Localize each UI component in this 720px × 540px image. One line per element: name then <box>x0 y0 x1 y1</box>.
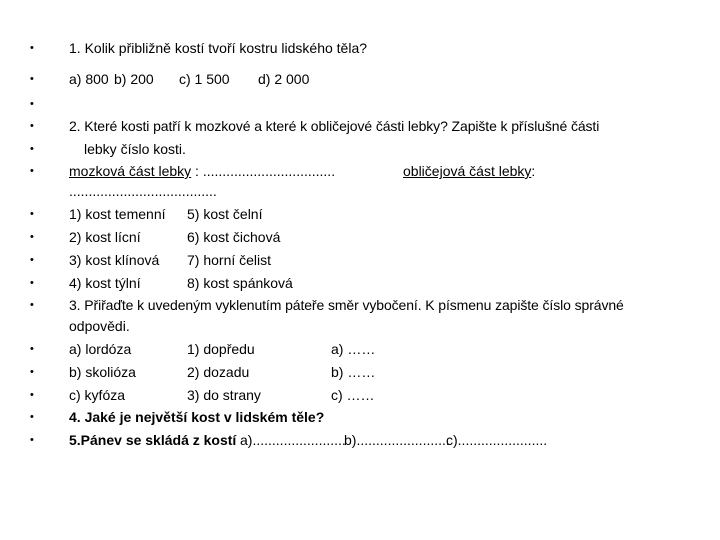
curvature-item: c) kyfóza <box>69 387 126 403</box>
empty-line <box>0 93 720 115</box>
bullet: • <box>30 366 34 378</box>
q3-question-continued: odpovědi. <box>69 318 130 334</box>
bullet: • <box>30 42 34 54</box>
answer-blank: a) …… <box>331 341 376 357</box>
bullet: • <box>30 165 34 177</box>
q1-options-line <box>0 68 720 90</box>
bone-row <box>0 249 720 271</box>
q3-question-line-2 <box>0 315 720 337</box>
bullet: • <box>30 299 34 311</box>
answer-blank-b: b)........................ <box>344 432 450 448</box>
answer-blank: ...................................... <box>69 183 217 199</box>
answer-blank: b) …… <box>331 364 376 380</box>
brain-skull-label: mozková část lebky <box>69 163 192 179</box>
bone-item: 3) kost klínová <box>69 252 160 268</box>
q2-question-line-1 <box>0 115 720 137</box>
q5-question-line <box>0 429 720 451</box>
q4-question: 4. Jaké je největší kost v lidském těle? <box>69 409 325 425</box>
bone-row <box>0 272 720 294</box>
face-skull-answer <box>403 160 535 182</box>
q2-question: 2. Které kosti patří k mozkové a které k obličejové části lebky? Zapište k příslušné části <box>69 118 600 134</box>
bullet: • <box>30 411 34 423</box>
q2-answer-line <box>0 160 720 182</box>
curvature-item: a) lordóza <box>69 341 132 357</box>
bullet: • <box>30 434 34 446</box>
q4-question-line <box>0 406 720 428</box>
bone-item: 1) kost temenní <box>69 206 166 222</box>
q3-row <box>0 384 720 406</box>
bone-item: 5) kost čelní <box>187 206 263 222</box>
direction-item: 3) do strany <box>187 387 261 403</box>
q3-row <box>0 338 720 360</box>
bullet: • <box>30 389 34 401</box>
face-skull-label: obličejová část lebky <box>403 163 532 179</box>
q3-row <box>0 361 720 383</box>
q1-question: 1. Kolik přibližně kostí tvoří kostru lidského těla? <box>69 40 368 56</box>
q1-option-b: b) 200 <box>114 71 154 87</box>
q2-answer-continuation <box>0 180 720 202</box>
bullet: • <box>30 277 34 289</box>
face-skull-blank: : <box>531 163 536 179</box>
q2-question-line-2 <box>0 138 720 160</box>
bullet: • <box>30 231 34 243</box>
bone-row <box>0 226 720 248</box>
bullet: • <box>30 254 34 266</box>
brain-skull-answer <box>69 160 335 182</box>
bone-item: 2) kost lícní <box>69 229 141 245</box>
bone-item: 7) horní čelist <box>187 252 272 268</box>
bone-item: 8) kost spánková <box>187 275 293 291</box>
bullet: • <box>30 98 34 110</box>
bone-item: 4) kost týlní <box>69 275 141 291</box>
q3-question-line-1 <box>0 294 720 316</box>
direction-item: 1) dopředu <box>187 341 255 357</box>
q3-question: 3. Přiřaďte k uvedeným vyklenutím páteře směr vybočení. K písmenu zapište číslo správné <box>69 297 624 313</box>
bullet: • <box>30 120 34 132</box>
curvature-item: b) skolióza <box>69 364 136 380</box>
q5-question: 5.Pánev se skládá z kostí <box>69 432 237 448</box>
bullet: • <box>30 143 34 155</box>
q1-option-a: a) 800 <box>69 71 109 87</box>
bone-row <box>0 203 720 225</box>
bullet: • <box>30 343 34 355</box>
q1-option-d: d) 2 000 <box>258 71 310 87</box>
answer-blank: c) …… <box>331 387 375 403</box>
bone-item: 6) kost čichová <box>187 229 281 245</box>
answer-blank-a: a)........................ <box>240 432 346 448</box>
bullet: • <box>30 208 34 220</box>
q1-question-line <box>0 37 720 59</box>
bullet: • <box>30 73 34 85</box>
q1-option-c: c) 1 500 <box>179 71 230 87</box>
direction-item: 2) dozadu <box>187 364 250 380</box>
answer-blank-c: c)....................... <box>446 432 548 448</box>
q2-question-continued: lebky číslo kosti. <box>84 141 186 157</box>
brain-skull-blank: : .................................. <box>191 163 336 179</box>
